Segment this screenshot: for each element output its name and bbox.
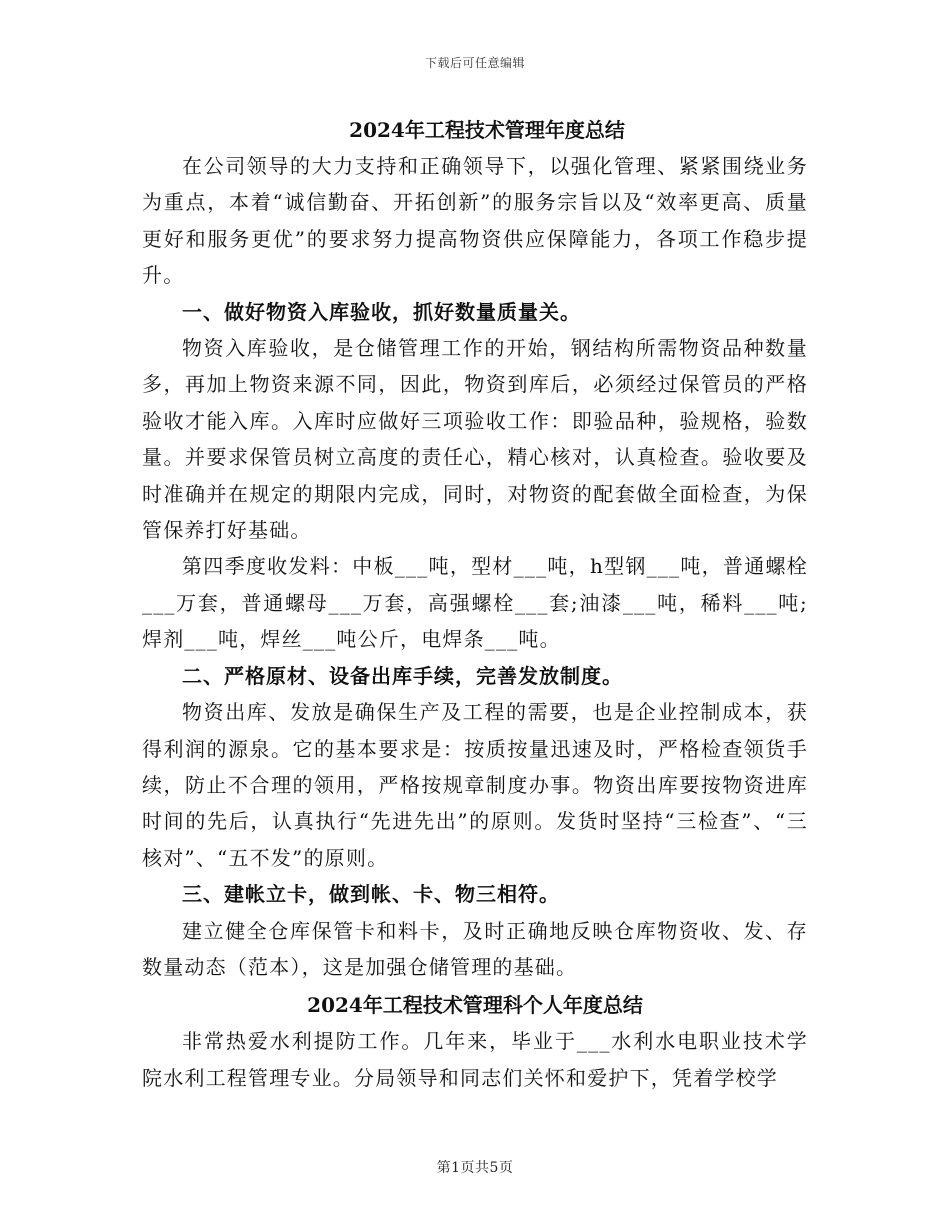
document-body xyxy=(142,112,808,1096)
section-1-paragraph-1: 物资入库验收，是仓储管理工作的开始，钢结构所需物资品种数量多，再加上物资来源不同，因此，物资到库后，必须经过保管员的严格验收才能入库。入库时应做好三项验收工作：即验品种，验规格，验数量。并要求保管员树立高度的责任心，精心核对，认真检查。验收要及时准确并在规定的期限内完成，同时，对物资的配套做全面检查，为保管保养打好基础。 xyxy=(142,336,808,543)
closing-paragraph: 非常热爱水利提防工作。几年来，毕业于___水利水电职业技术学院水利工程管理专业。分局领导和同志们关怀和爱护下，凭着学校学 xyxy=(142,1029,808,1090)
section-1-heading: 一、做好物资入库验收，抓好数量质量关。 xyxy=(182,299,581,324)
page-number-footer: 第1页共5页 xyxy=(436,1160,514,1176)
section-2-paragraph-1: 物资出库、发放是确保生产及工程的需要，也是企业控制成本，获得利润的源泉。它的基本要求是：按质按量迅速及时，严格检查领货手续，防止不合理的领用，严格按规章制度办事。物资出库要按物资进库时间的先后，认真执行“先进先出”的原则。发货时坚持“三检查”、“三核对”、“五不发”的原则。 xyxy=(142,700,808,870)
section-3-paragraph-1: 建立健全仓库保管卡和料卡，及时正确地反映仓库物资收、发、存数量动态（范本），这是加强仓储管理的基础。 xyxy=(142,918,808,979)
section-3-heading: 三、建帐立卡，做到帐、卡、物三相符。 xyxy=(182,882,560,907)
section-2-heading: 二、严格原材、设备出库手续，完善发放制度。 xyxy=(182,663,623,688)
document-title: 2024年工程技术管理年度总结 xyxy=(349,118,625,142)
page-header-note: 下载后可任意编辑 xyxy=(424,56,525,70)
intro-paragraph: 在公司领导的大力支持和正确领导下，以强化管理、紧紧围绕业务为重点，本着“诚信勤奋、开拓创新”的服务宗旨以及“效率更高、质量更好和服务更优”的要求努力提高物资供应保障能力，各项工作稳步提升。 xyxy=(142,154,808,288)
second-document-title: 2024年工程技术管理科个人年度总结 xyxy=(307,993,643,1018)
section-1-paragraph-2: 第四季度收发料：中板___吨，型材___吨，h型钢___吨，普通螺栓___万套，普通螺母___万套，高强螺栓___套;油漆___吨，稀料___吨;焊剂___吨，焊丝___吨公斤，电焊条___吨。 xyxy=(142,554,808,652)
